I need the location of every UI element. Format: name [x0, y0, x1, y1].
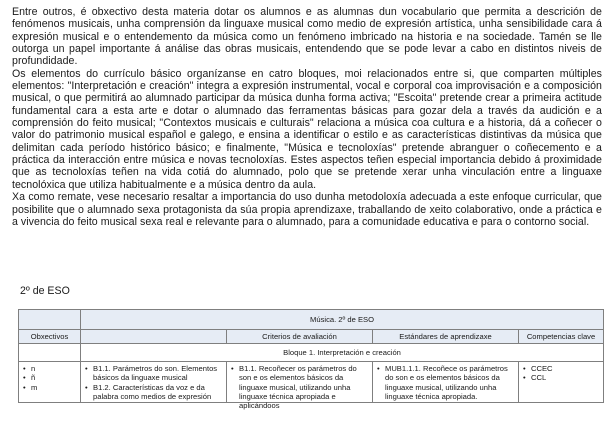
paragraph-blocks: Os elementos do currículo básico organízanse en catro bloques, moi relacionados entre si, que comparten múltiples elementos: "Interpretación e creación" integra a expresión instrumental, vocal e corporal coa improvisación e a composición musical, o que permitirá ao alumnado participar da música dunha forma activa; "Escoita" pretende crear a primeira actitude fundamental cara a esta arte e dotar o alumnado das ferramentas básicas para gozar dela a través da audición e a comprensión do feito musical; "Contextos musicais e culturais" relaciona a música coa cultura e a historia, dá a coñecer o valor do patrimonio musical español e galego, e ensina a identificar o estilo e as características distintivas da música que delimitan cada período histórico básico; e finalmente, "Música e tecnoloxías" pretende abranguer o coñecemento e a práctica da interacción entre música e novas tecnoloxías. Estes aspectos teñen especial importancia debido á proximidade que as tecnoloxías teñen na vida cotiá do alumnado, polo que se pretende xerar unha vinculación entre a linguaxe tecnolóxica que utiliza habitualmente e a música dentro da aula. — [12, 67, 602, 191]
paragraph-methodology: Xa como remate, vese necesario resaltar a importancia do uso dunha metodoloxía adecuada a este enfoque curricular, que posibilite que o alumnado sexa protagonista da súa propia aprendizaxe, traballando de xeito colaborativo, onde a práctica e a vivencia do feito musical sexa real e relevante para o alumnado, para a comunidade educativa e para o contorno social. — [12, 191, 602, 228]
table-row — [19, 362, 604, 403]
curriculum-table — [18, 309, 604, 411]
header-criteria: Criterios de avaliación — [227, 330, 373, 344]
content-item: • B1.1. Parámetros do son. Elementos básicos da linguaxe musical — [84, 364, 223, 382]
objectives-cell — [19, 362, 81, 403]
header-contents-blank — [81, 330, 227, 344]
criteria-cell — [227, 362, 373, 411]
content-item: • B1.2. Características da voz e da palabra como medios de expresión — [84, 383, 223, 401]
header-objectives: Obxectivos — [19, 330, 81, 344]
block-title-blank — [19, 344, 81, 362]
section-heading: 2º de ESO — [20, 285, 70, 297]
contents-cell — [81, 362, 227, 403]
block-title: Bloque 1. Interpretación e creación — [81, 344, 604, 362]
criterion-item: • B1.1. Recoñecer os parámetros do son e os elementos básicos da linguaxe musical, utilizando unha linguaxe técnica apropiada e aplicándoos — [230, 364, 369, 410]
paragraph-intro: Entre outros, é obxectivo desta materia dotar os alumnos e as alumnas dun vocabulario que permita a descrición de fenómenos musicais, unha comprensión da linguaxe musical como medio de expresión artística, unha sensibilidade cara á expresión musical e o entendemento da música como un fenómeno imbricado na historia e na sociedade. Tamén se lle outorga un papel importante á análise das obras musicais, entendendo que se pode levar a cabo en distintos niveis de profundidade. — [12, 6, 602, 68]
competence-item: • CCL — [522, 373, 600, 382]
header-competences: Competencias clave — [519, 330, 604, 344]
objective-item: • n — [22, 364, 77, 373]
standards-cell — [373, 362, 519, 403]
header-standards: Estándares de aprendizaxe — [373, 330, 519, 344]
competence-item: • CCEC — [522, 364, 600, 373]
document-body — [12, 6, 602, 228]
competences-cell — [519, 362, 604, 403]
table-title: Música. 2º de ESO — [81, 310, 604, 330]
standard-item: • MUB1.1.1. Recoñece os parámetros do son e os elementos básicos da linguaxe musical, utilizando unha linguaxe técnica apropiada. — [376, 364, 515, 401]
objective-item: • ñ — [22, 373, 77, 382]
table-header-blank — [19, 310, 81, 330]
objective-item: • m — [22, 383, 77, 392]
